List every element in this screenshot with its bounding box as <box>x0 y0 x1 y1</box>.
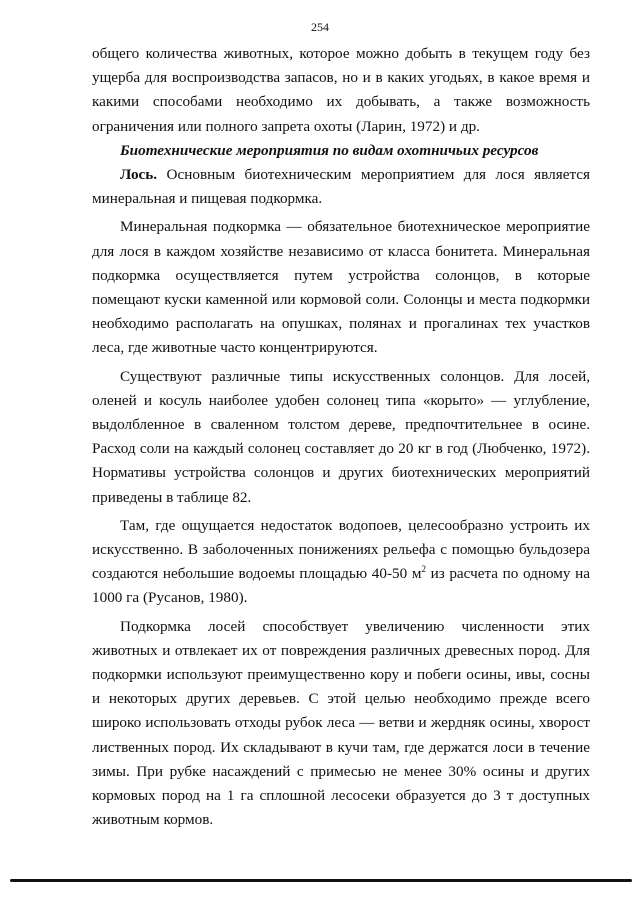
page-body <box>92 42 590 833</box>
section-heading: Биотехнические мероприятия по видам охотничьих ресурсов <box>120 141 539 159</box>
paragraph-continuation: общего количества животных, которое можно добыть в текущем году без ущерба для воспроизводства запасов, но и в каких угодьях, в какое время и какими способами необходимо их добывать, а также возможность ограничения или полного запрета охоты (Ларин, 1972) и др. <box>92 45 590 135</box>
page-number: 254 <box>311 20 329 34</box>
paragraph-lead-term: Лось. <box>120 166 158 184</box>
paragraph-moose-feeding: Подкормка лосей способствует увеличению численности этих животных и отвлекает их от повреждения различных древесных пород. Для подкормки используют преимущественно кору и побеги осины, ивы, сосны и некоторых других деревьев. С этой целью необходимо прежде всего широко использовать отходы рубок леса — ветви и жердняк осины, хворост лиственных пород. Их складывают в кучи там, где держатся лоси в течение зимы. При рубке насаждений с примесью не менее 30% осины и других кормовых пород на 1 га сплошной лесосеки образуется до 3 т доступных животным кормов. <box>92 617 590 829</box>
superscript: 2 <box>421 564 426 575</box>
paragraph-text: Основным биотехническим мероприятием для лося является минеральная и пищевая подкормка. <box>92 166 590 208</box>
paragraph-mineral-feeding: Минеральная подкормка — обязательное биотехническое мероприятие для лося в каждом хозяйстве независимо от класса бонитета. Минеральная подкормка осуществляется путем устройства солонцов, в которые помещают куски каменной или кормовой соли. Солонцы и места подкормки необходимо располагать на опушках, полянах и прогалинах тех участков леса, где животные часто концентрируются. <box>92 218 590 357</box>
paragraph-salt-licks: Существуют различные типы искусственных солонцов. Для лосей, оленей и косуль наиболее удобен солонец типа «корыто» — углубление, выдолбленное в сваленном толстом дереве, предпочтительнее в осине. Расход соли на каждый солонец составляет до 20 кг в год (Любченко, 1972). Нормативы устройства солонцов и других биотехнических мероприятий приведены в таблице 82. <box>92 367 590 506</box>
paragraph-watering-places <box>92 514 590 611</box>
paragraph-text: из расчета по одному на 1000 га (Русанов, 1980). <box>92 565 590 607</box>
paragraph-moose-intro <box>92 163 590 211</box>
paragraph-text: Там, где ощущается недостаток водопоев, целесообразно устроить их искусственно. В заболоченных понижениях рельефа с помощью бульдозера создаются небольшие водоемы площадью 40-50 м <box>92 516 590 583</box>
footer-rule <box>10 879 632 882</box>
